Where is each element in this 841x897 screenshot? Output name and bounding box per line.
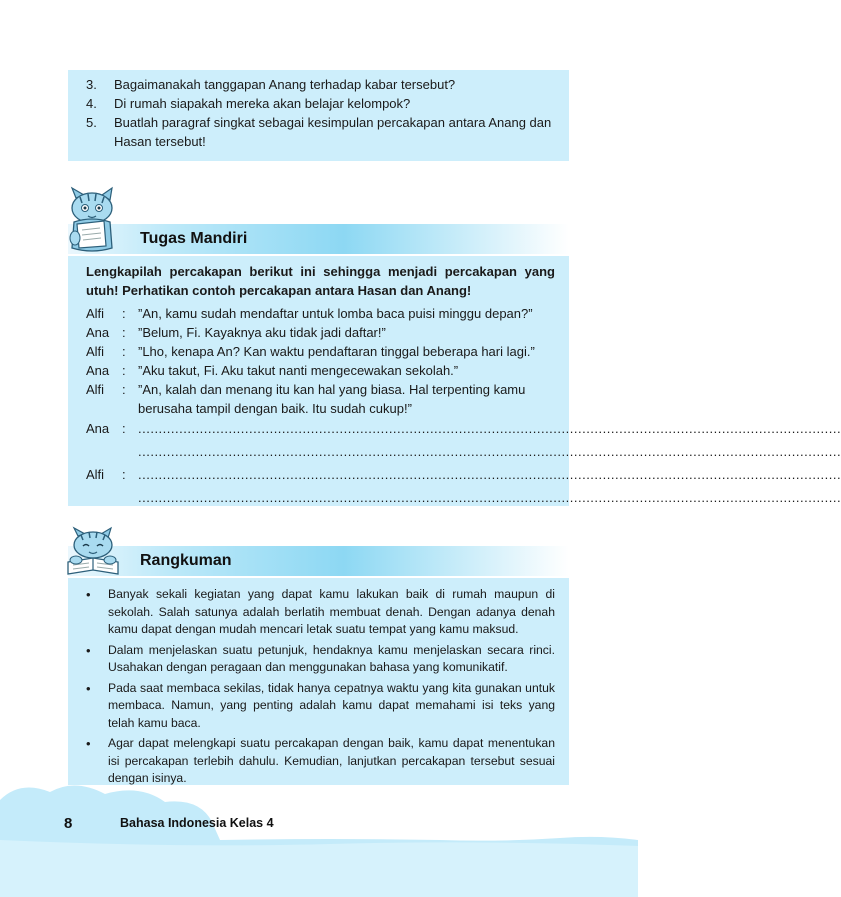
fill-in-dots: ...........................................................................................................................................................................: [138, 421, 841, 436]
utterance: ”Belum, Fi. Kayaknya aku tidak jadi daftar!”: [138, 325, 386, 340]
blank-dialog-continuation: [86, 488, 841, 507]
section-title: Rangkuman: [140, 552, 232, 569]
cat-mascot-reading-book-icon: [64, 528, 122, 578]
fill-in-dots: ...........................................................................................................................................................................: [138, 467, 841, 482]
summary-text: Pada saat membaca sekilas, tidak hanya cepatnya waktu yang kita gunakan untuk membaca. Namun, yang penting adalah kamu dapat memahami isi teks yang telah kamu baca.: [108, 680, 555, 730]
colon: :: [122, 363, 126, 378]
colon: :: [122, 382, 126, 397]
question-item: [86, 94, 555, 113]
colon: :: [122, 306, 126, 321]
question-text: Buatlah paragraf singkat sebagai kesimpulan percakapan antara Anang dan Hasan tersebut!: [114, 115, 552, 149]
question-text: Bagaimanakah tanggapan Anang terhadap kabar tersebut?: [114, 77, 456, 92]
summary-item: [86, 642, 555, 677]
question-number: 3.: [86, 77, 97, 92]
speaker-name: Alfi: [86, 306, 105, 321]
question-text: Di rumah siapakah mereka akan belajar kelompok?: [114, 96, 411, 111]
utterance: ”An, kalah dan menang itu kan hal yang biasa. Hal terpenting kamu berusaha tampil dengan baik. Itu sudah cukup!”: [138, 382, 526, 416]
rangkuman-box: [68, 578, 569, 785]
dialog-line: [86, 304, 555, 323]
question-number: 5.: [86, 115, 97, 130]
dialog-line: [86, 361, 555, 380]
dialog-line: [86, 342, 555, 361]
summary-item: [86, 680, 555, 733]
section-title: Tugas Mandiri: [140, 230, 248, 247]
colon: :: [122, 325, 126, 340]
bullet: •: [86, 642, 91, 658]
blank-dialog-continuation: [86, 442, 841, 461]
question-item: [86, 113, 555, 151]
fill-in-dots: ...........................................................................................................................................................................: [138, 490, 841, 505]
blank-dialog-line: [86, 465, 841, 484]
rangkuman-header: [68, 546, 569, 576]
blank-dialog-line: [86, 419, 841, 438]
tugas-mandiri-header: [68, 224, 569, 254]
summary-text: Banyak sekali kegiatan yang dapat kamu lakukan baik di rumah maupun di sekolah. Salah satunya adalah berlatih membuat denah. Dengan adanya denah kamu dapat dengan mudah mencari letak suatu tempat yang kamu maksud.: [108, 587, 555, 636]
colon: :: [122, 467, 126, 482]
summary-text: Dalam menjelaskan suatu petunjuk, hendaknya kamu menjelaskan secara rinci. Usahakan dengan peragaan dan menggunakan bahasa yang komunikatif.: [108, 642, 555, 674]
bullet: •: [86, 736, 91, 751]
summary-text: Agar dapat melengkapi suatu percakapan dengan baik, kamu dapat menentukan isi percakapan terlebih dahulu. Kemudian, lanjutkan percakapan tersebut sesuai dengan isinya.: [108, 736, 555, 785]
summary-item: [86, 586, 555, 639]
bullet: •: [86, 680, 91, 696]
speaker-name: Alfi: [86, 382, 105, 397]
book-title: Bahasa Indonesia Kelas 4: [120, 816, 274, 830]
colon: :: [122, 344, 126, 359]
speaker-name: Ana: [86, 421, 110, 436]
tugas-mandiri-box: [68, 256, 841, 506]
speaker-name: Ana: [86, 363, 110, 378]
utterance: ”Aku takut, Fi. Aku takut nanti mengecewakan sekolah.”: [138, 363, 459, 378]
question-item: [86, 75, 555, 94]
fill-in-dots: ...........................................................................................................................................................................: [138, 444, 841, 459]
bullet: •: [86, 587, 91, 602]
utterance: ”Lho, kenapa An? Kan waktu pendaftaran tinggal beberapa hari lagi.”: [138, 344, 535, 359]
instruction-text: Lengkapilah percakapan berikut ini sehingga menjadi percakapan yang utuh! Perhatikan contoh percakapan antara Hasan dan Anang!: [86, 264, 555, 298]
dialog-line: [86, 380, 555, 418]
cat-mascot-holding-paper-icon: [62, 188, 122, 254]
utterance: ”An, kamu sudah mendaftar untuk lomba baca puisi minggu depan?”: [138, 306, 533, 321]
speaker-name: Alfi: [86, 467, 105, 482]
page-number: 8: [64, 815, 73, 832]
colon: :: [122, 421, 126, 436]
speaker-name: Ana: [86, 325, 110, 340]
cloud-footer-decoration: [0, 780, 638, 897]
dialog-line: [86, 323, 555, 342]
question-number: 4.: [86, 96, 97, 111]
questions-box: [68, 70, 569, 161]
speaker-name: Alfi: [86, 344, 105, 359]
